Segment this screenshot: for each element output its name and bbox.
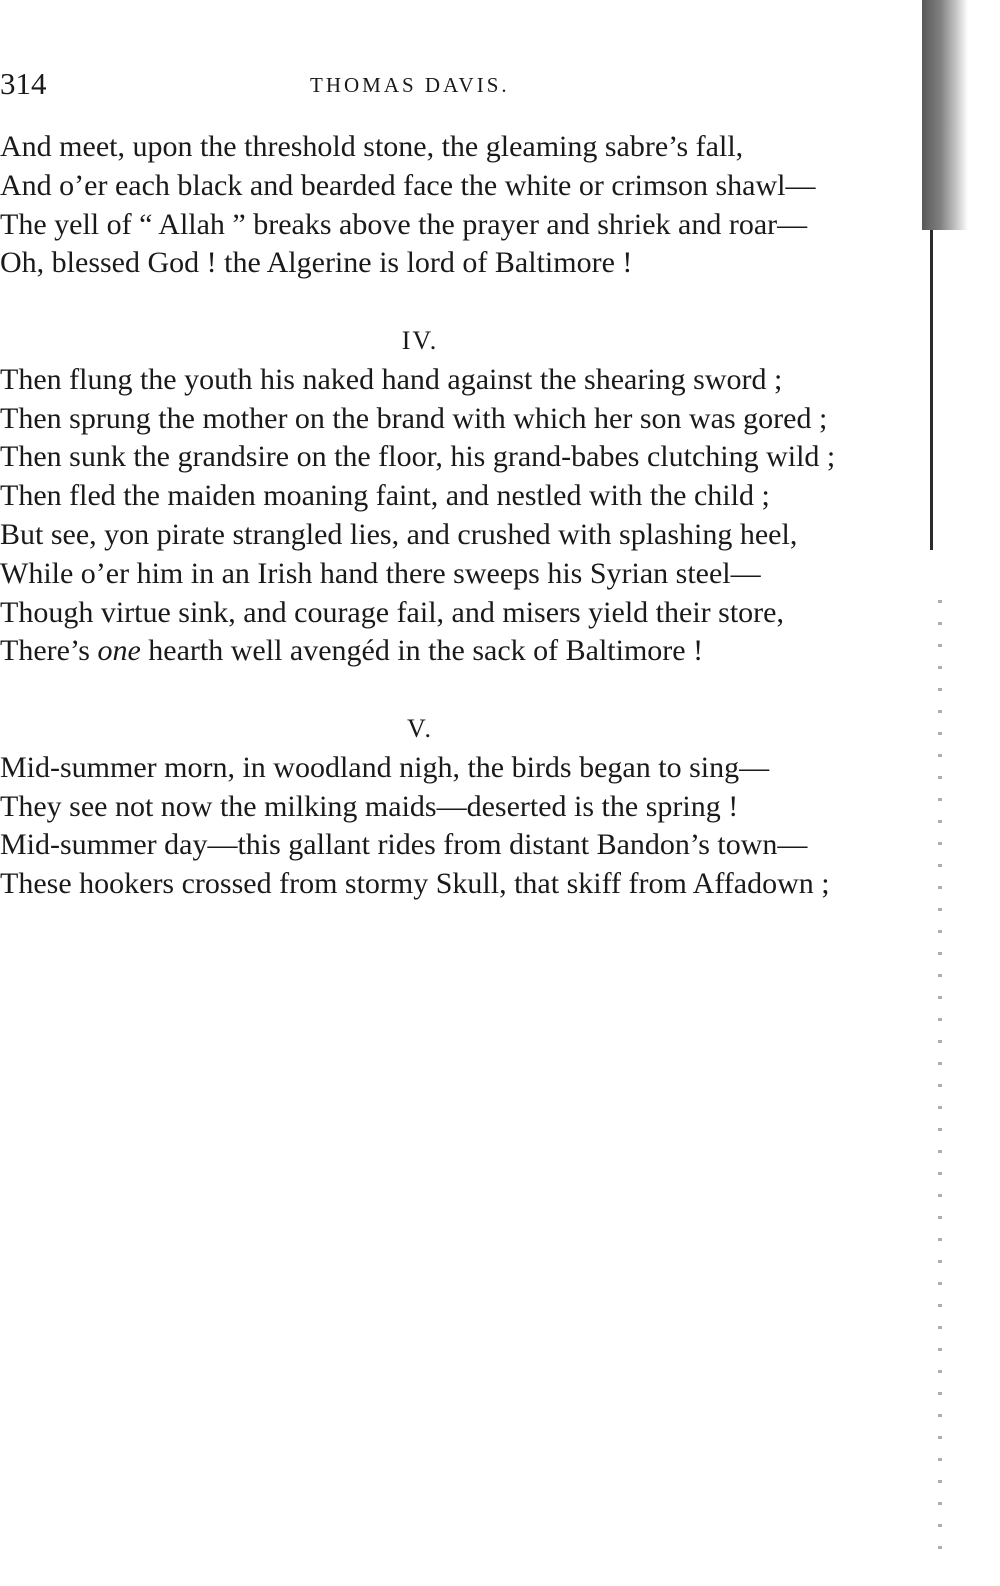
verse-text: There’s [0, 634, 98, 668]
verse-line: These hookers crossed from stormy Skull, that skiff from Affadown ; [0, 867, 830, 901]
running-title: THOMAS DAVIS. [310, 73, 510, 97]
verse-line: They see not now the milking maids—deserted is the spring ! [0, 789, 739, 823]
stanza-iv [0, 322, 840, 671]
verse-line: Oh, blessed God ! the Algerine is lord of Baltimore ! [0, 246, 633, 280]
poem-body [0, 128, 840, 904]
verse-text: hearth well avengéd in the sack of Baltimore ! [140, 634, 704, 668]
stanza-continuation [0, 128, 840, 283]
verse-line: Mid-summer day—this gallant rides from distant Bandon’s town— [0, 828, 808, 862]
verse-line: And meet, upon the threshold stone, the gleaming sabre’s fall, [0, 130, 744, 163]
emphasized-word: one [97, 634, 141, 668]
running-head [0, 64, 850, 104]
stanza-number: IV. [401, 325, 439, 355]
verse-line: But see, yon pirate strangled lies, and crushed with splashing heel, [0, 517, 798, 551]
verse-line-emphasis [0, 632, 840, 671]
verse-line: Then sprung the mother on the brand with which her son was gored ; [0, 401, 828, 435]
page-number: 314 [0, 66, 47, 101]
stanza-gap [0, 283, 840, 322]
verse-line: Mid-summer morn, in woodland nigh, the birds began to sing— [0, 750, 770, 784]
binding-edge-line [930, 230, 933, 550]
binding-edge-speckles [938, 600, 942, 1560]
verse-line: The yell of “ Allah ” breaks above the prayer and shriek and roar— [0, 207, 808, 241]
stanza-gap [0, 671, 840, 710]
verse-line: And o’er each black and bearded face the white or crimson shawl— [0, 168, 816, 202]
stanza-v [0, 710, 840, 904]
stanza-number: V. [407, 713, 433, 743]
verse-line: While o’er him in an Irish hand there sweeps his Syrian steel— [0, 556, 761, 590]
verse-line: Then sunk the grandsire on the floor, his grand-babes clutching wild ; [0, 440, 836, 474]
verse-line: Then flung the youth his naked hand against the shearing sword ; [0, 362, 783, 396]
verse-line: Though virtue sink, and courage fail, and misers yield their store, [0, 595, 784, 629]
verse-line: Then fled the maiden moaning faint, and nestled with the child ; [0, 479, 770, 513]
binding-shadow [922, 0, 968, 230]
